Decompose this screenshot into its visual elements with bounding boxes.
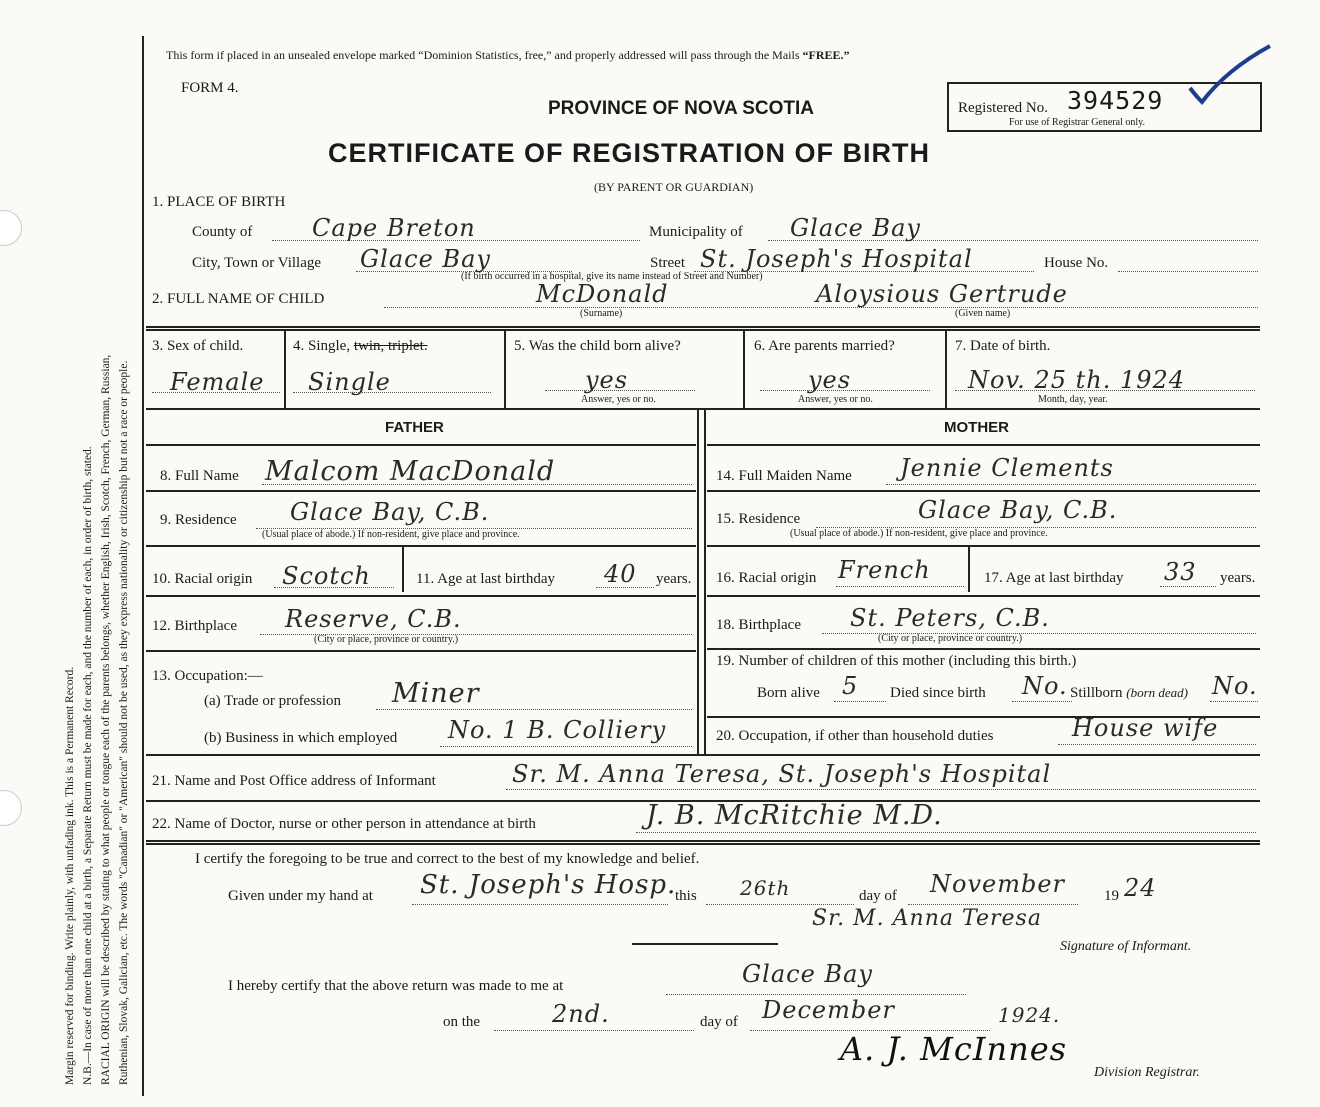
- mother-race-value: French: [838, 556, 931, 584]
- mother-birthplace-label: 18. Birthplace: [716, 617, 801, 633]
- mother-age-label: 17. Age at last birthday: [984, 570, 1124, 586]
- father-race-label: 10. Racial origin: [152, 571, 253, 587]
- municipality-label: Municipality of: [649, 224, 743, 240]
- form-number: FORM 4.: [181, 80, 239, 96]
- side-note-racial-cont: Ruthenian, Slovak, Galician, etc. The words "Canadian" or "American" should not be used, as they express nationality or citizenship but not a race or people.: [118, 360, 130, 1085]
- sex-label: 3. Sex of child.: [152, 338, 244, 354]
- day-of-label: day of: [859, 888, 897, 904]
- mother-residence-caption: (Usual place of abode.) If non-resident, give place and province.: [790, 528, 1048, 539]
- county-value: Cape Breton: [312, 214, 476, 242]
- born-alive-value: yes: [585, 366, 629, 394]
- child-name-label: 2. FULL NAME OF CHILD: [152, 291, 325, 307]
- registrar-note: For use of Registrar General only.: [1009, 117, 1145, 128]
- born-alive-count-value: 5: [842, 672, 859, 700]
- doctor-value: J. B. McRitchie M.D.: [646, 800, 943, 831]
- this-day-value: 26th: [740, 876, 791, 900]
- parents-married-label: 6. Are parents married?: [754, 338, 895, 354]
- on-the-value: 2nd.: [552, 1000, 610, 1028]
- given-under-label: Given under my hand at: [228, 888, 373, 904]
- municipality-value: Glace Bay: [790, 214, 921, 242]
- mail-notice-free: “FREE.”: [802, 48, 850, 62]
- died-value: No.: [1022, 672, 1068, 700]
- business-label: (b) Business in which employed: [204, 730, 398, 746]
- twin-triplet-struck: twin, triplet.: [353, 338, 428, 354]
- born-alive-label: 5. Was the child born alive?: [514, 338, 681, 354]
- born-alive-caption: Answer, yes or no.: [581, 394, 656, 405]
- father-heading: FATHER: [385, 419, 444, 436]
- given-month-value: November: [930, 870, 1066, 898]
- father-age-value: 40: [604, 560, 637, 588]
- mother-residence-label: 15. Residence: [716, 511, 801, 527]
- mail-notice-text: This form if placed in an unsealed envelope marked “Dominion Statistics, free,” and properly addressed will pass through the Mails: [166, 48, 803, 62]
- registered-number: 394529: [1067, 86, 1164, 115]
- children-count-label: 19. Number of children of this mother (including this birth.): [716, 653, 1077, 669]
- province-heading: PROVINCE OF NOVA SCOTIA: [548, 98, 815, 119]
- certificate-subtitle: (BY PARENT OR GUARDIAN): [594, 180, 754, 194]
- mother-birthplace-caption: (City or place, province or country.): [878, 633, 1023, 644]
- father-residence-caption: (Usual place of abode.) If non-resident, give place and province.: [262, 529, 520, 540]
- certified-year-value: 1924.: [998, 1003, 1061, 1027]
- on-the-label: on the: [443, 1014, 481, 1030]
- street-label: Street: [650, 255, 685, 271]
- father-birthplace-caption: (City or place, province or country.): [314, 634, 459, 645]
- hereby-place-value: Glace Bay: [742, 960, 873, 988]
- stillborn-label: [1070, 685, 1188, 702]
- certify-statement: I certify the foregoing to be true and correct to the best of my knowledge and belief.: [195, 851, 700, 867]
- father-residence-value: Glace Bay, C.B.: [290, 498, 490, 526]
- registrar-signature: A. J. McInnes: [840, 1030, 1068, 1068]
- father-race-value: Scotch: [282, 562, 371, 590]
- plurality-value: Single: [308, 368, 391, 396]
- side-note-racial: RACIAL ORIGIN will be described by stating to what people or tongue each of the parents belongs, whether English, Irish, Scotch, French, German, Russian,: [100, 354, 112, 1085]
- certificate-title: CERTIFICATE OF REGISTRATION OF BIRTH: [328, 138, 930, 168]
- father-age-unit: years.: [656, 571, 692, 587]
- this-label: this: [675, 888, 697, 904]
- trade-label: (a) Trade or profession: [204, 693, 342, 709]
- trade-value: Miner: [392, 678, 480, 709]
- mother-name-value: Jennie Clements: [900, 454, 1114, 482]
- informant-value: Sr. M. Anna Teresa, St. Joseph's Hospital: [512, 760, 1052, 788]
- mother-heading: MOTHER: [944, 419, 1009, 436]
- mother-age-unit: years.: [1220, 570, 1256, 586]
- punch-hole-top: [0, 210, 22, 246]
- father-birthplace-label: 12. Birthplace: [152, 618, 237, 634]
- year-prefix: 19: [1104, 888, 1119, 904]
- side-note-binding: Margin reserved for binding. Write plainly, with unfading ink. This is a Permanent Record.: [64, 666, 76, 1085]
- given-year-value: 24: [1124, 874, 1157, 902]
- mother-age-value: 33: [1164, 558, 1197, 586]
- mother-race-label: 16. Racial origin: [716, 570, 817, 586]
- given-caption: (Given name): [955, 308, 1011, 319]
- mother-occupation-value: House wife: [1072, 714, 1219, 742]
- form-left-border: [142, 36, 144, 1096]
- registrar-caption: Division Registrar.: [1094, 1065, 1200, 1080]
- date-of-birth-value: Nov. 25 th. 1924: [968, 366, 1186, 394]
- house-no-label: House No.: [1044, 255, 1109, 271]
- county-label: County of: [192, 224, 253, 240]
- date-of-birth-caption: Month, day, year.: [1038, 394, 1108, 405]
- father-birthplace-value: Reserve, C.B.: [285, 605, 462, 633]
- plurality-label: [293, 338, 428, 355]
- street-value: St. Joseph's Hospital: [700, 245, 973, 273]
- parents-married-caption: Answer, yes or no.: [798, 394, 873, 405]
- stillborn-text: Stillborn: [1070, 685, 1123, 701]
- mother-occupation-label: 20. Occupation, if other than household duties: [716, 728, 994, 744]
- place-of-birth-heading: 1. PLACE OF BIRTH: [152, 194, 286, 210]
- mother-birthplace-value: St. Peters, C.B.: [850, 604, 1050, 632]
- child-surname-value: McDonald: [536, 280, 669, 308]
- occupation-label: 13. Occupation:—: [152, 668, 263, 684]
- mother-residence-value: Glace Bay, C.B.: [918, 496, 1118, 524]
- father-name-label: 8. Full Name: [160, 468, 239, 484]
- day-of-label-2: day of: [700, 1014, 738, 1030]
- date-of-birth-label: 7. Date of birth.: [955, 338, 1051, 354]
- checkmark-icon: [1186, 40, 1276, 110]
- stillborn-note: (born dead): [1126, 685, 1189, 700]
- given-under-value: St. Joseph's Hosp.: [420, 870, 677, 900]
- punch-hole-bottom: [0, 790, 22, 826]
- child-given-value: Aloysious Gertrude: [816, 280, 1068, 308]
- mail-notice: [166, 48, 850, 63]
- business-value: No. 1 B. Colliery: [448, 716, 667, 744]
- registered-label: Registered No.: [958, 100, 1048, 116]
- stillborn-value: No.: [1212, 672, 1258, 700]
- mother-name-label: 14. Full Maiden Name: [716, 468, 852, 484]
- single-text: 4. Single,: [293, 338, 351, 354]
- hereby-certify-label: I hereby certify that the above return was made to me at: [228, 978, 564, 994]
- born-alive-count-label: Born alive: [757, 685, 820, 701]
- father-age-label: 11. Age at last birthday: [416, 571, 555, 587]
- surname-caption: (Surname): [580, 308, 623, 319]
- informant-signature-caption: Signature of Informant.: [1060, 939, 1192, 954]
- city-label: City, Town or Village: [192, 255, 322, 271]
- day-of-value: December: [762, 996, 895, 1024]
- side-note-nb: N.B.—In case of more than one child at a birth, a Separate Return must be made for each, and the number of each, in order of birth, stated.: [82, 446, 94, 1085]
- street-note: (If birth occurred in a hospital, give its name instead of Street and Number): [461, 271, 763, 282]
- died-label: Died since birth: [890, 685, 986, 701]
- father-residence-label: 9. Residence: [160, 512, 237, 528]
- sex-value: Female: [170, 368, 265, 396]
- doctor-label: 22. Name of Doctor, nurse or other person in attendance at birth: [152, 816, 536, 832]
- parents-married-value: yes: [808, 366, 852, 394]
- informant-signature: Sr. M. Anna Teresa: [812, 906, 1042, 931]
- city-value: Glace Bay: [360, 245, 491, 273]
- informant-label: 21. Name and Post Office address of Informant: [152, 773, 436, 789]
- father-name-value: Malcom MacDonald: [265, 456, 556, 487]
